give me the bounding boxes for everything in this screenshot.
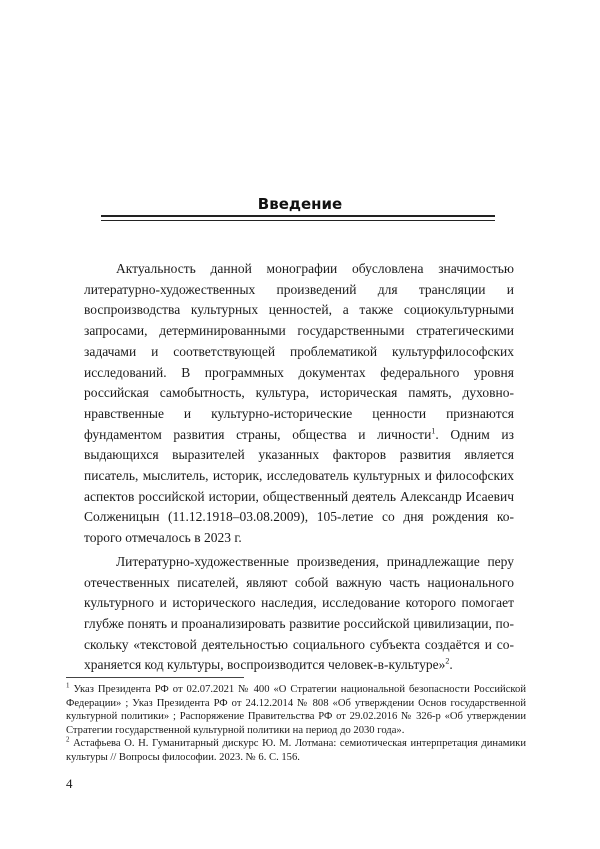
footnote: [66, 737, 526, 764]
paragraph-text: Литературно-художественные произведения, принадлежащие перу отечественных писателей, являют собой важную часть национального культурного и исторического наследия, исследование которого помогает глубже понять и проанализировать развитие российской цивилизации, поскольку «текстовой деятельностью социального субъекта создаётся и сохраняется код культуры, воспроизводится человек-в-культуре»: [84, 553, 514, 673]
footnote-divider: [66, 677, 244, 678]
footnote-ref[interactable]: 2: [445, 656, 450, 666]
section-heading: Введение: [257, 195, 343, 213]
footnote-number: 1: [66, 681, 70, 690]
paragraph: [84, 552, 514, 676]
heading-rule-thin: [101, 220, 495, 221]
footnote-text: Указ Президента РФ от 02.07.2021 № 400 «О Стратегии национальной безопасности Российской Федерации» ; Указ Президента РФ от 24.12.2014 № 808 «Об утверждении Основ государственной культурной политики» ; Распоряжение Правительства РФ от 29.02.2016 № 326-р «Об утверждении Стратегии государственной культурной политики на период до 2030 года».: [66, 684, 526, 736]
footnote: [66, 683, 526, 737]
paragraph: [84, 259, 514, 549]
page-number: 4: [66, 776, 73, 791]
paragraph-text: Актуальность данной монографии обусловлена значимостью литературно-художественных произведений для трансляции и воспроизводства культурных ценностей, а также социокультурными запросами, детерминированными государственными стратегическими задачами и соответствующей проблематикой культурфилософских исследований. В программных документах федерального уровня российская самобытность, культура, историческая память, духовно-нравственные и культурно-исторические ценности признаются фундаментом развития страны, общества и личности: [84, 261, 514, 442]
body-text: [84, 259, 514, 676]
footnote-text: Астафьева О. Н. Гуманитарный дискурс Ю. М. Лотмана: семиотическая интерпретация динамики культуры // Вопросы философии. 2023. № 6. С. 156.: [66, 738, 526, 763]
footnotes: [66, 683, 526, 765]
footnote-ref[interactable]: 1: [431, 426, 436, 436]
heading-rule-thick: [101, 215, 495, 217]
footnote-number: 2: [66, 735, 70, 744]
paragraph-text: .: [449, 657, 453, 673]
paragraph-text: . Одним из выдающихся выразителей указанных факторов развития является писатель, мыслитель, историк, исследователь культурных и философских аспектов российской истории, общественный деятель Александр Исаевич Солженицын (11.12.1918–03.08.2009), 105-летие со дня рождения которого отмечалось в 2023 г.: [84, 426, 514, 546]
